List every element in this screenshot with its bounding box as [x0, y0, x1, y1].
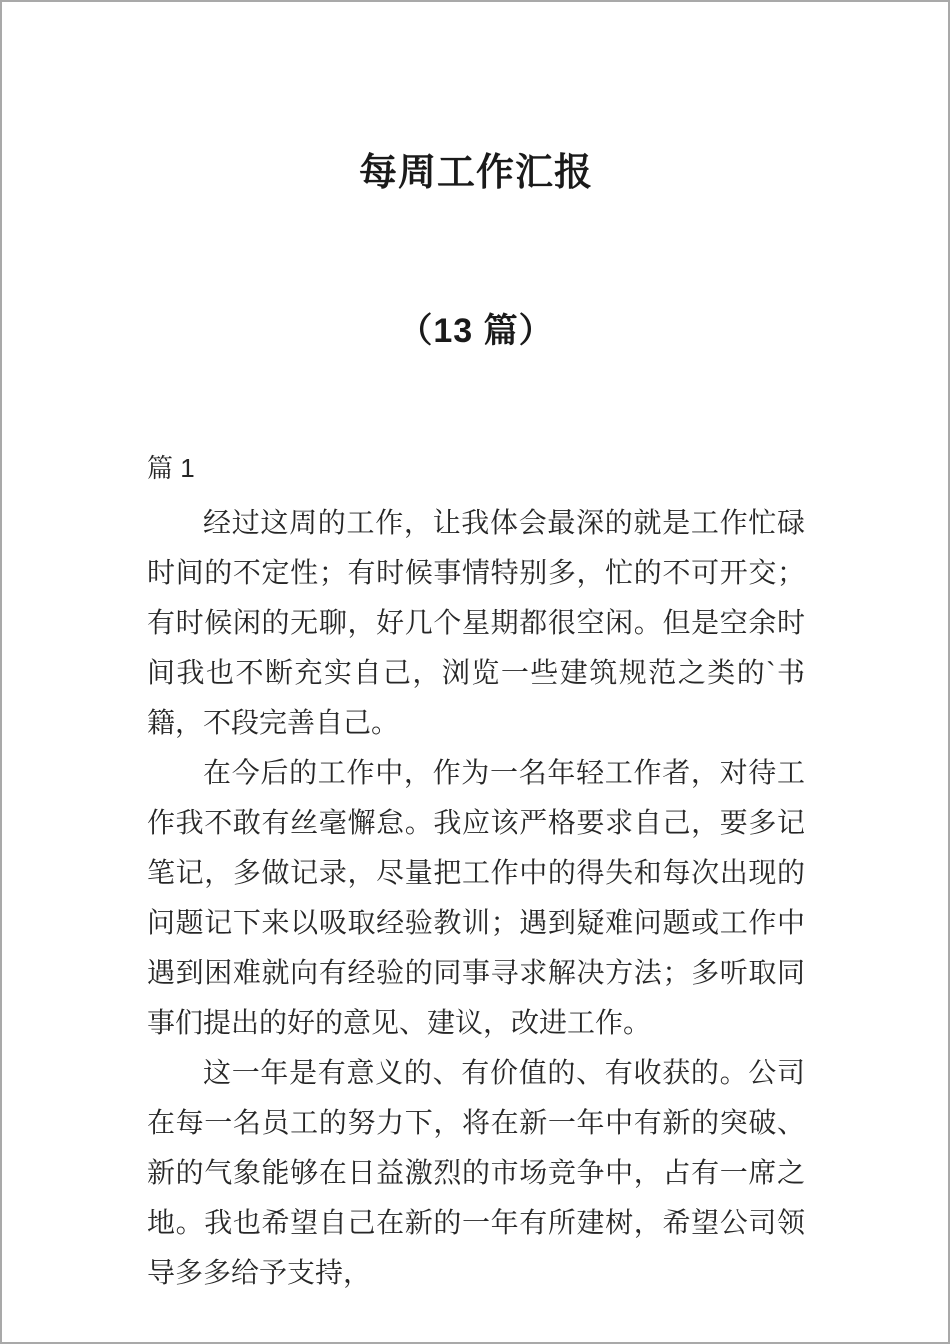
paragraph-1: 经过这周的工作，让我体会最深的就是工作忙碌时间的不定性；有时候事情特别多，忙的不可开交；有时候闲的无聊，好几个星期都很空闲。但是空余时间我也不断充实自己，浏览一些建筑规范之类的`书籍，不段完善自己。: [147, 507, 805, 738]
document-title: 每周工作汇报: [358, 152, 593, 194]
paragraph-2: 在今后的工作中，作为一名年轻工作者，对待工作我不敢有丝毫懈怠。我应该严格要求自己，要多记笔记，多做记录，尽量把工作中的得失和每次出现的问题记下来以吸取经验教训；遇到疑难问题或工作中遇到困难就向有经验的同事寻求解决方法；多听取同事们提出的好的意见、建议，改进工作。: [147, 757, 805, 1038]
section-label: 篇 1: [147, 453, 195, 483]
paragraph-3: 这一年是有意义的、有价值的、有收获的。公司在每一名员工的努力下，将在新一年中有新的突破、新的气象能够在日益激烈的市场竞争中，占有一席之地。我也希望自己在新的一年有所建树，希望公司领导多多给予支持，: [147, 1057, 805, 1288]
document-subtitle: （13 篇）: [398, 312, 554, 350]
